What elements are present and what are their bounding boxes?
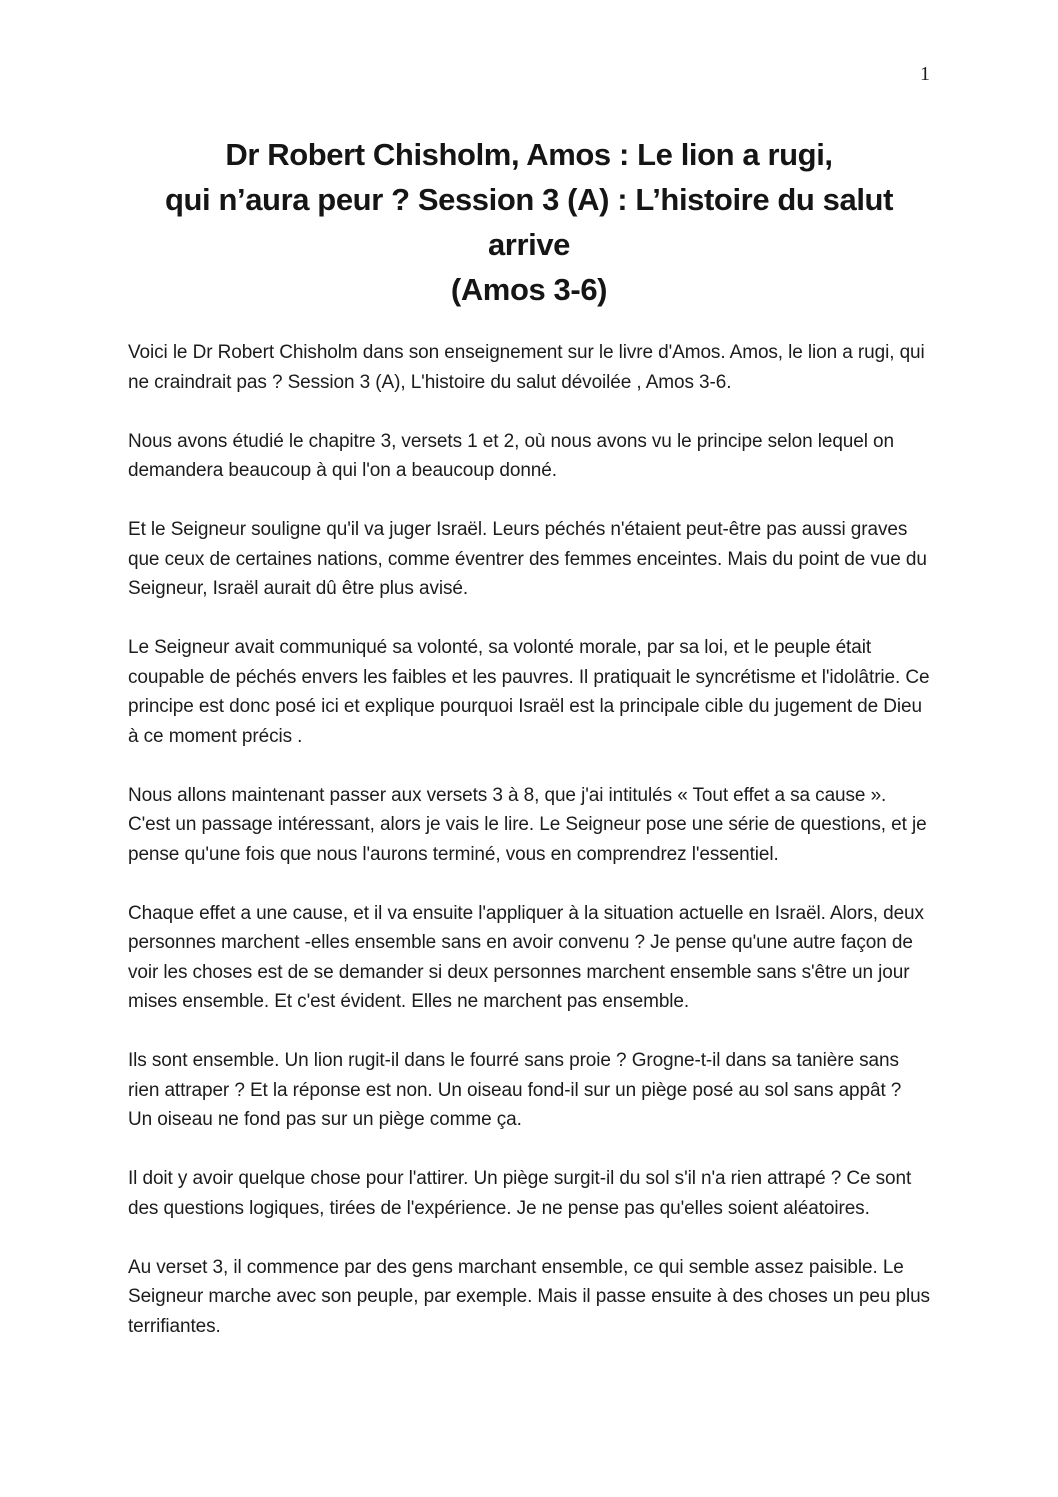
page-number: 1	[920, 63, 930, 85]
paragraph-lion-bird: Ils sont ensemble. Un lion rugit-il dans le fourré sans proie ? Grogne-t-il dans sa tanière sans rien attraper ? Et la réponse est non. Un oiseau fond-il sur un piège posé au sol sans appât ? Un oiseau ne fond pas sur un piège comme ça.	[128, 1050, 902, 1130]
paragraph-moral-will: Le Seigneur avait communiqué sa volonté, sa volonté morale, par sa loi, et le peuple était coupable de péchés envers les faibles et les pauvres. Il pratiquait le syncrétisme et l'idolâtrie. Ce principe est donc posé ici et explique pourquoi Israël est la principale cible du jugement de Dieu à ce moment précis .	[128, 637, 930, 747]
document-title	[58, 132, 1000, 312]
paragraph-cause-effect: Chaque effet a une cause, et il va ensuite l'appliquer à la situation actuelle en Israël. Alors, deux personnes marchent -elles ensemble sans en avoir convenu ? Je pense qu'une autre façon de voir les choses est de se demander si deux personnes marchent ensemble sans s'être un jour mises ensemble. Et c'est évident. Elles ne marchent pas ensemble.	[128, 902, 924, 1012]
document-body	[128, 338, 930, 1341]
paragraph-judgment-israel: Et le Seigneur souligne qu'il va juger Israël. Leurs péchés n'étaient peut-être pas aussi graves que ceux de certaines nations, comme éventrer des femmes enceintes. Mais du point de vue du Seigneur, Israël aurait dû être plus avisé.	[128, 519, 927, 599]
paragraph-chapter3-verses1-2: Nous avons étudié le chapitre 3, versets 1 et 2, où nous avons vu le principe selon lequel on demandera beaucoup à qui l'on a beaucoup donné.	[128, 430, 894, 481]
title-line-1: Dr Robert Chisholm, Amos : Le lion a rugi,	[225, 137, 833, 172]
paragraph-verses3-8: Nous allons maintenant passer aux versets 3 à 8, que j'ai intitulés « Tout effet a sa cause ». C'est un passage intéressant, alors je vais le lire. Le Seigneur pose une série de questions, et je pense qu'une fois que nous l'aurons terminé, vous en comprendrez l'essentiel.	[128, 784, 927, 865]
paragraph-trap-questions: Il doit y avoir quelque chose pour l'attirer. Un piège surgit-il du sol s'il n'a rien attrapé ? Ce sont des questions logiques, tirées de l'expérience. Je ne pense pas qu'elles soient aléatoires.	[128, 1168, 912, 1219]
paragraph-intro: Voici le Dr Robert Chisholm dans son enseignement sur le livre d'Amos. Amos, le lion a rugi, qui ne craindrait pas ? Session 3 (A), L'histoire du salut dévoilée , Amos 3-6.	[128, 342, 925, 393]
paragraph-verse3-walking: Au verset 3, il commence par des gens marchant ensemble, ce qui semble assez paisible. Le Seigneur marche avec son peuple, par exemple. Mais il passe ensuite à des choses un peu plus terrifiantes.	[128, 1256, 930, 1337]
title-line-2: qui n’aura peur ? Session 3 (A) : L’histoire du salut	[164, 182, 894, 217]
title-line-3: arrive	[487, 227, 571, 262]
title-line-4: (Amos 3-6)	[450, 272, 608, 307]
